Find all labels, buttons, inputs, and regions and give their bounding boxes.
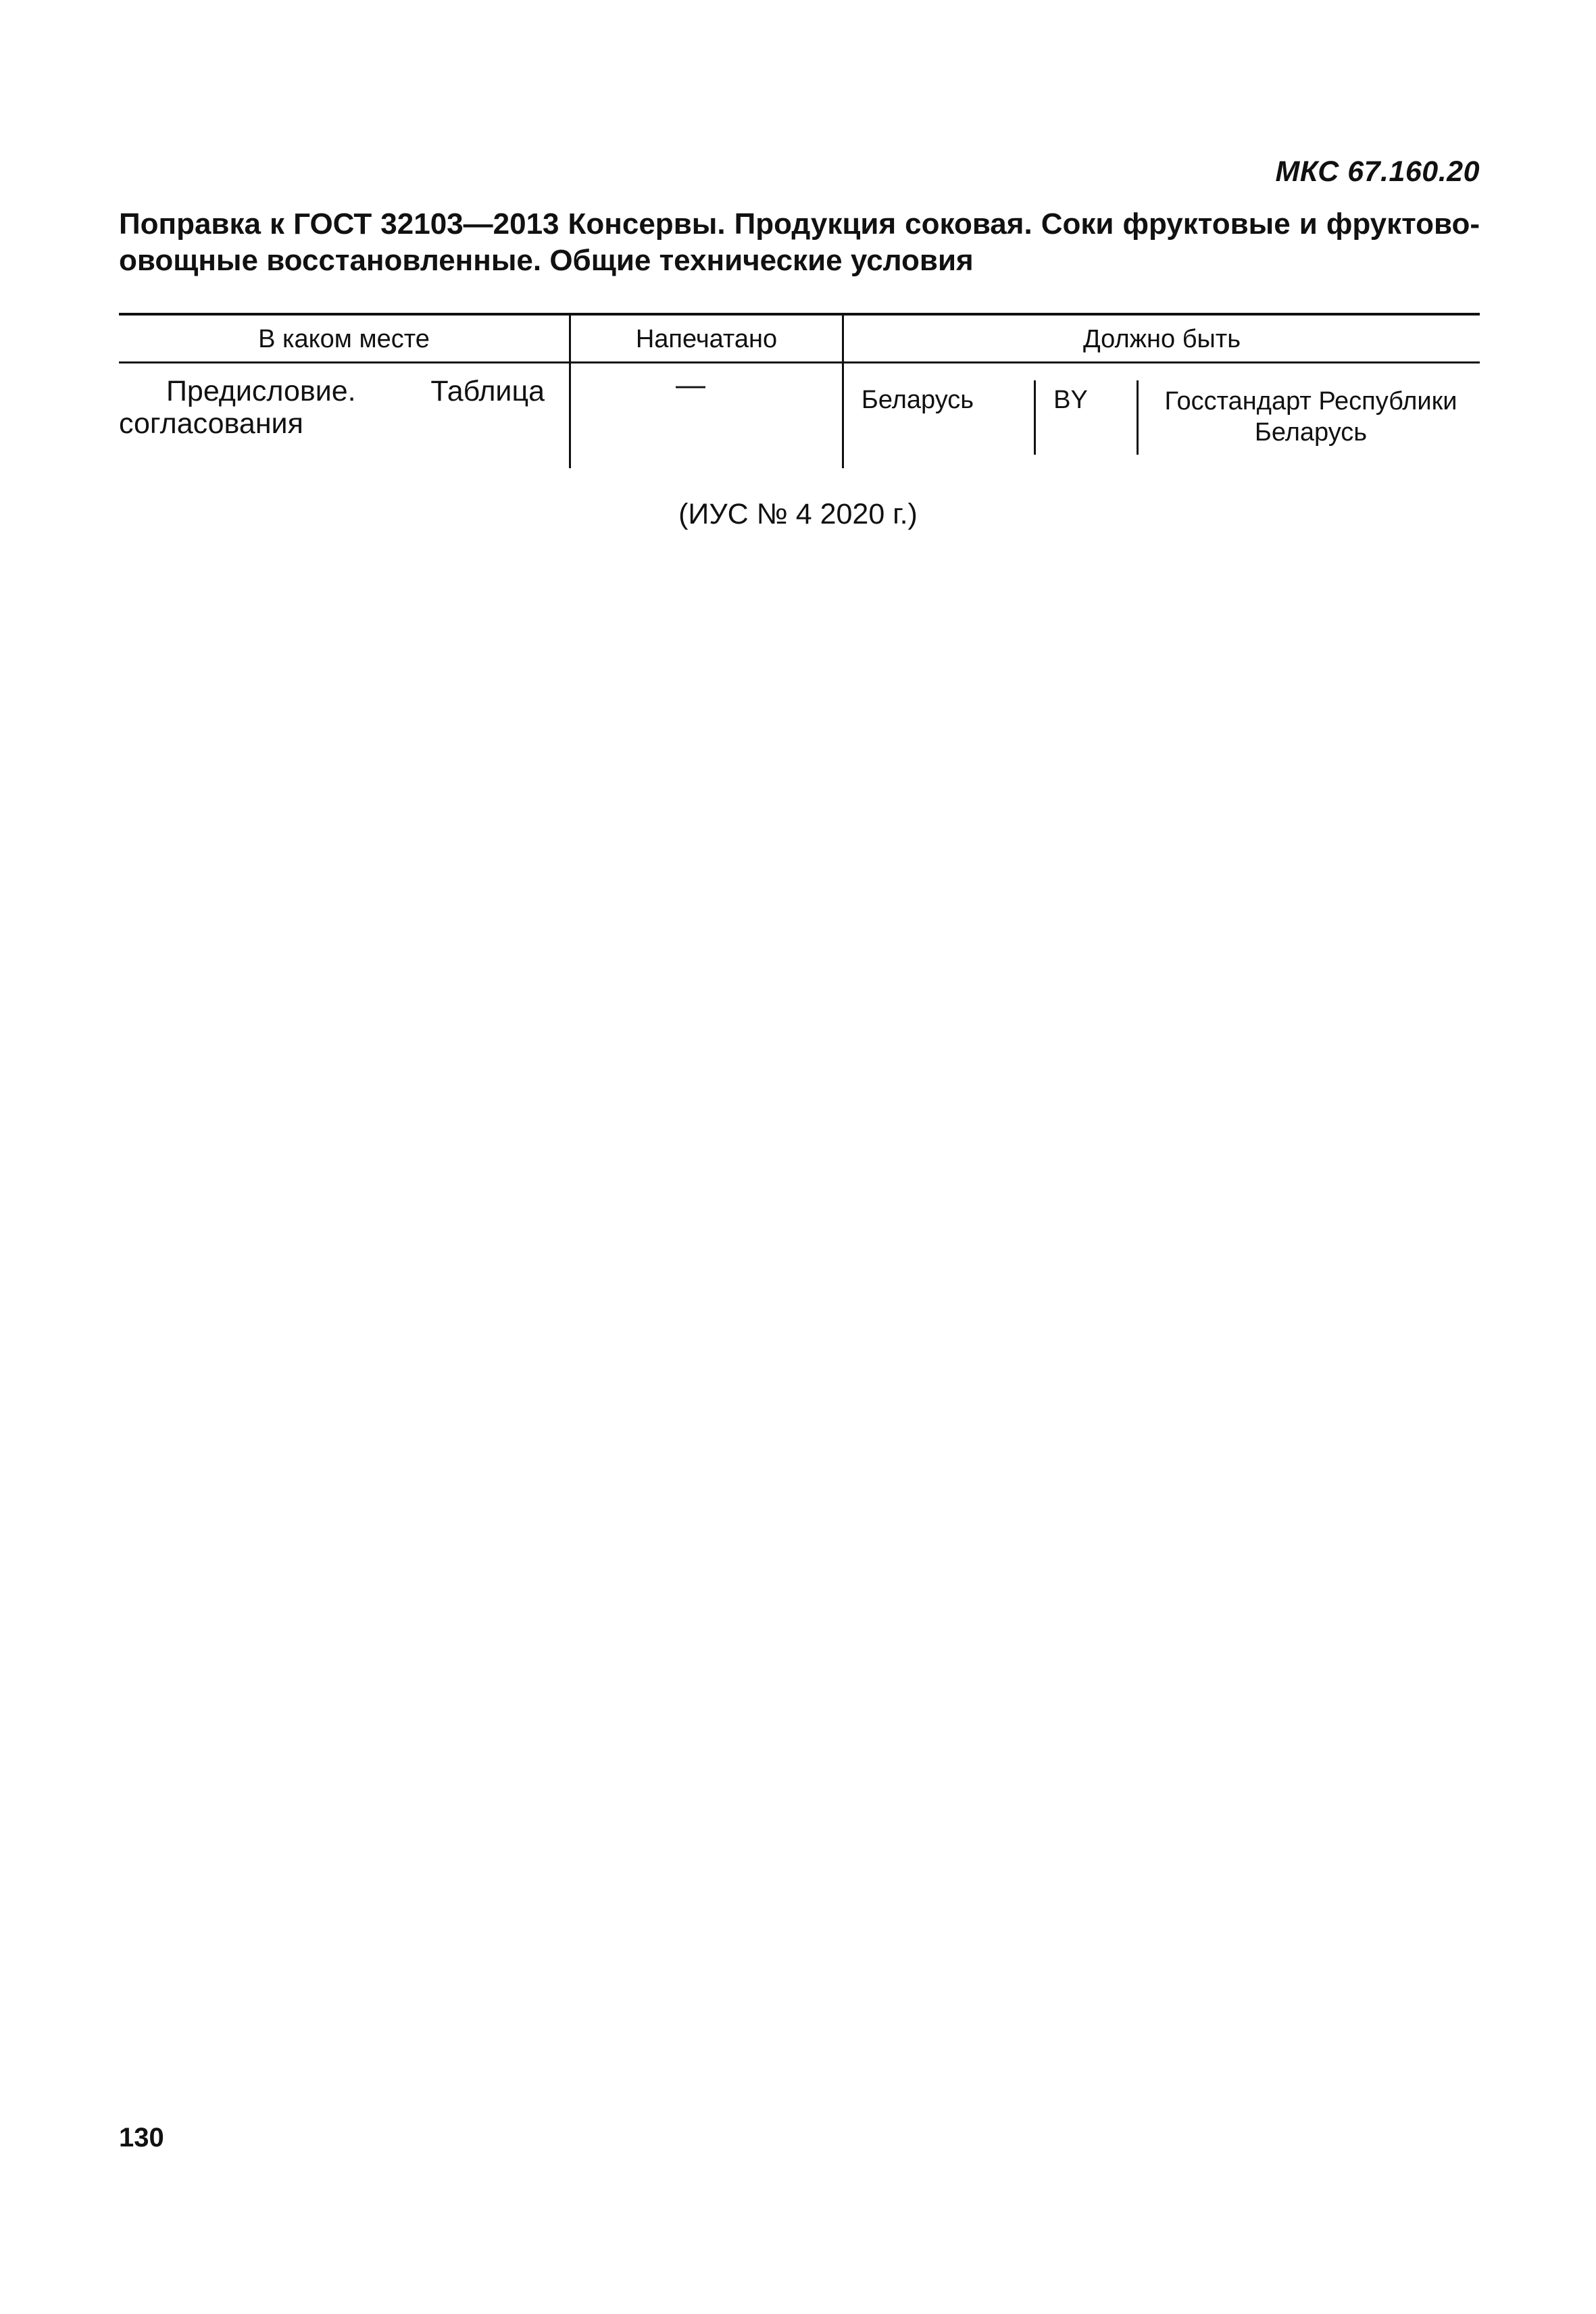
table-header-rule: [119, 361, 1480, 363]
column-header-place: В каком месте: [258, 325, 430, 353]
amendment-table: [119, 313, 1480, 468]
column-header-printed: Напечатано: [635, 325, 778, 353]
page-number: 130: [119, 2123, 164, 2153]
cell-country-code: BY: [1053, 386, 1088, 414]
cell-country: Беларусь: [861, 386, 974, 414]
cell-place: Предисловие. Таблица согласования: [119, 375, 545, 440]
ius-reference: (ИУС № 4 2020 г.): [678, 498, 918, 530]
cell-printed: —: [676, 368, 705, 401]
amendment-title: Поправка к ГОСТ 32103—2013 Консервы. Продукция соковая. Соки фруктовые и фруктово-овощные восстановленные. Общие технические условия: [119, 207, 1480, 277]
table-top-rule: [119, 313, 1480, 316]
column-header-should-be: Должно быть: [1082, 325, 1241, 353]
subcolumn-divider: [1137, 380, 1139, 455]
subcolumn-divider: [1034, 380, 1036, 455]
cell-organization: Госстандарт Республики Беларусь: [1164, 387, 1457, 447]
mks-code: МКС 67.160.20: [1275, 155, 1480, 188]
